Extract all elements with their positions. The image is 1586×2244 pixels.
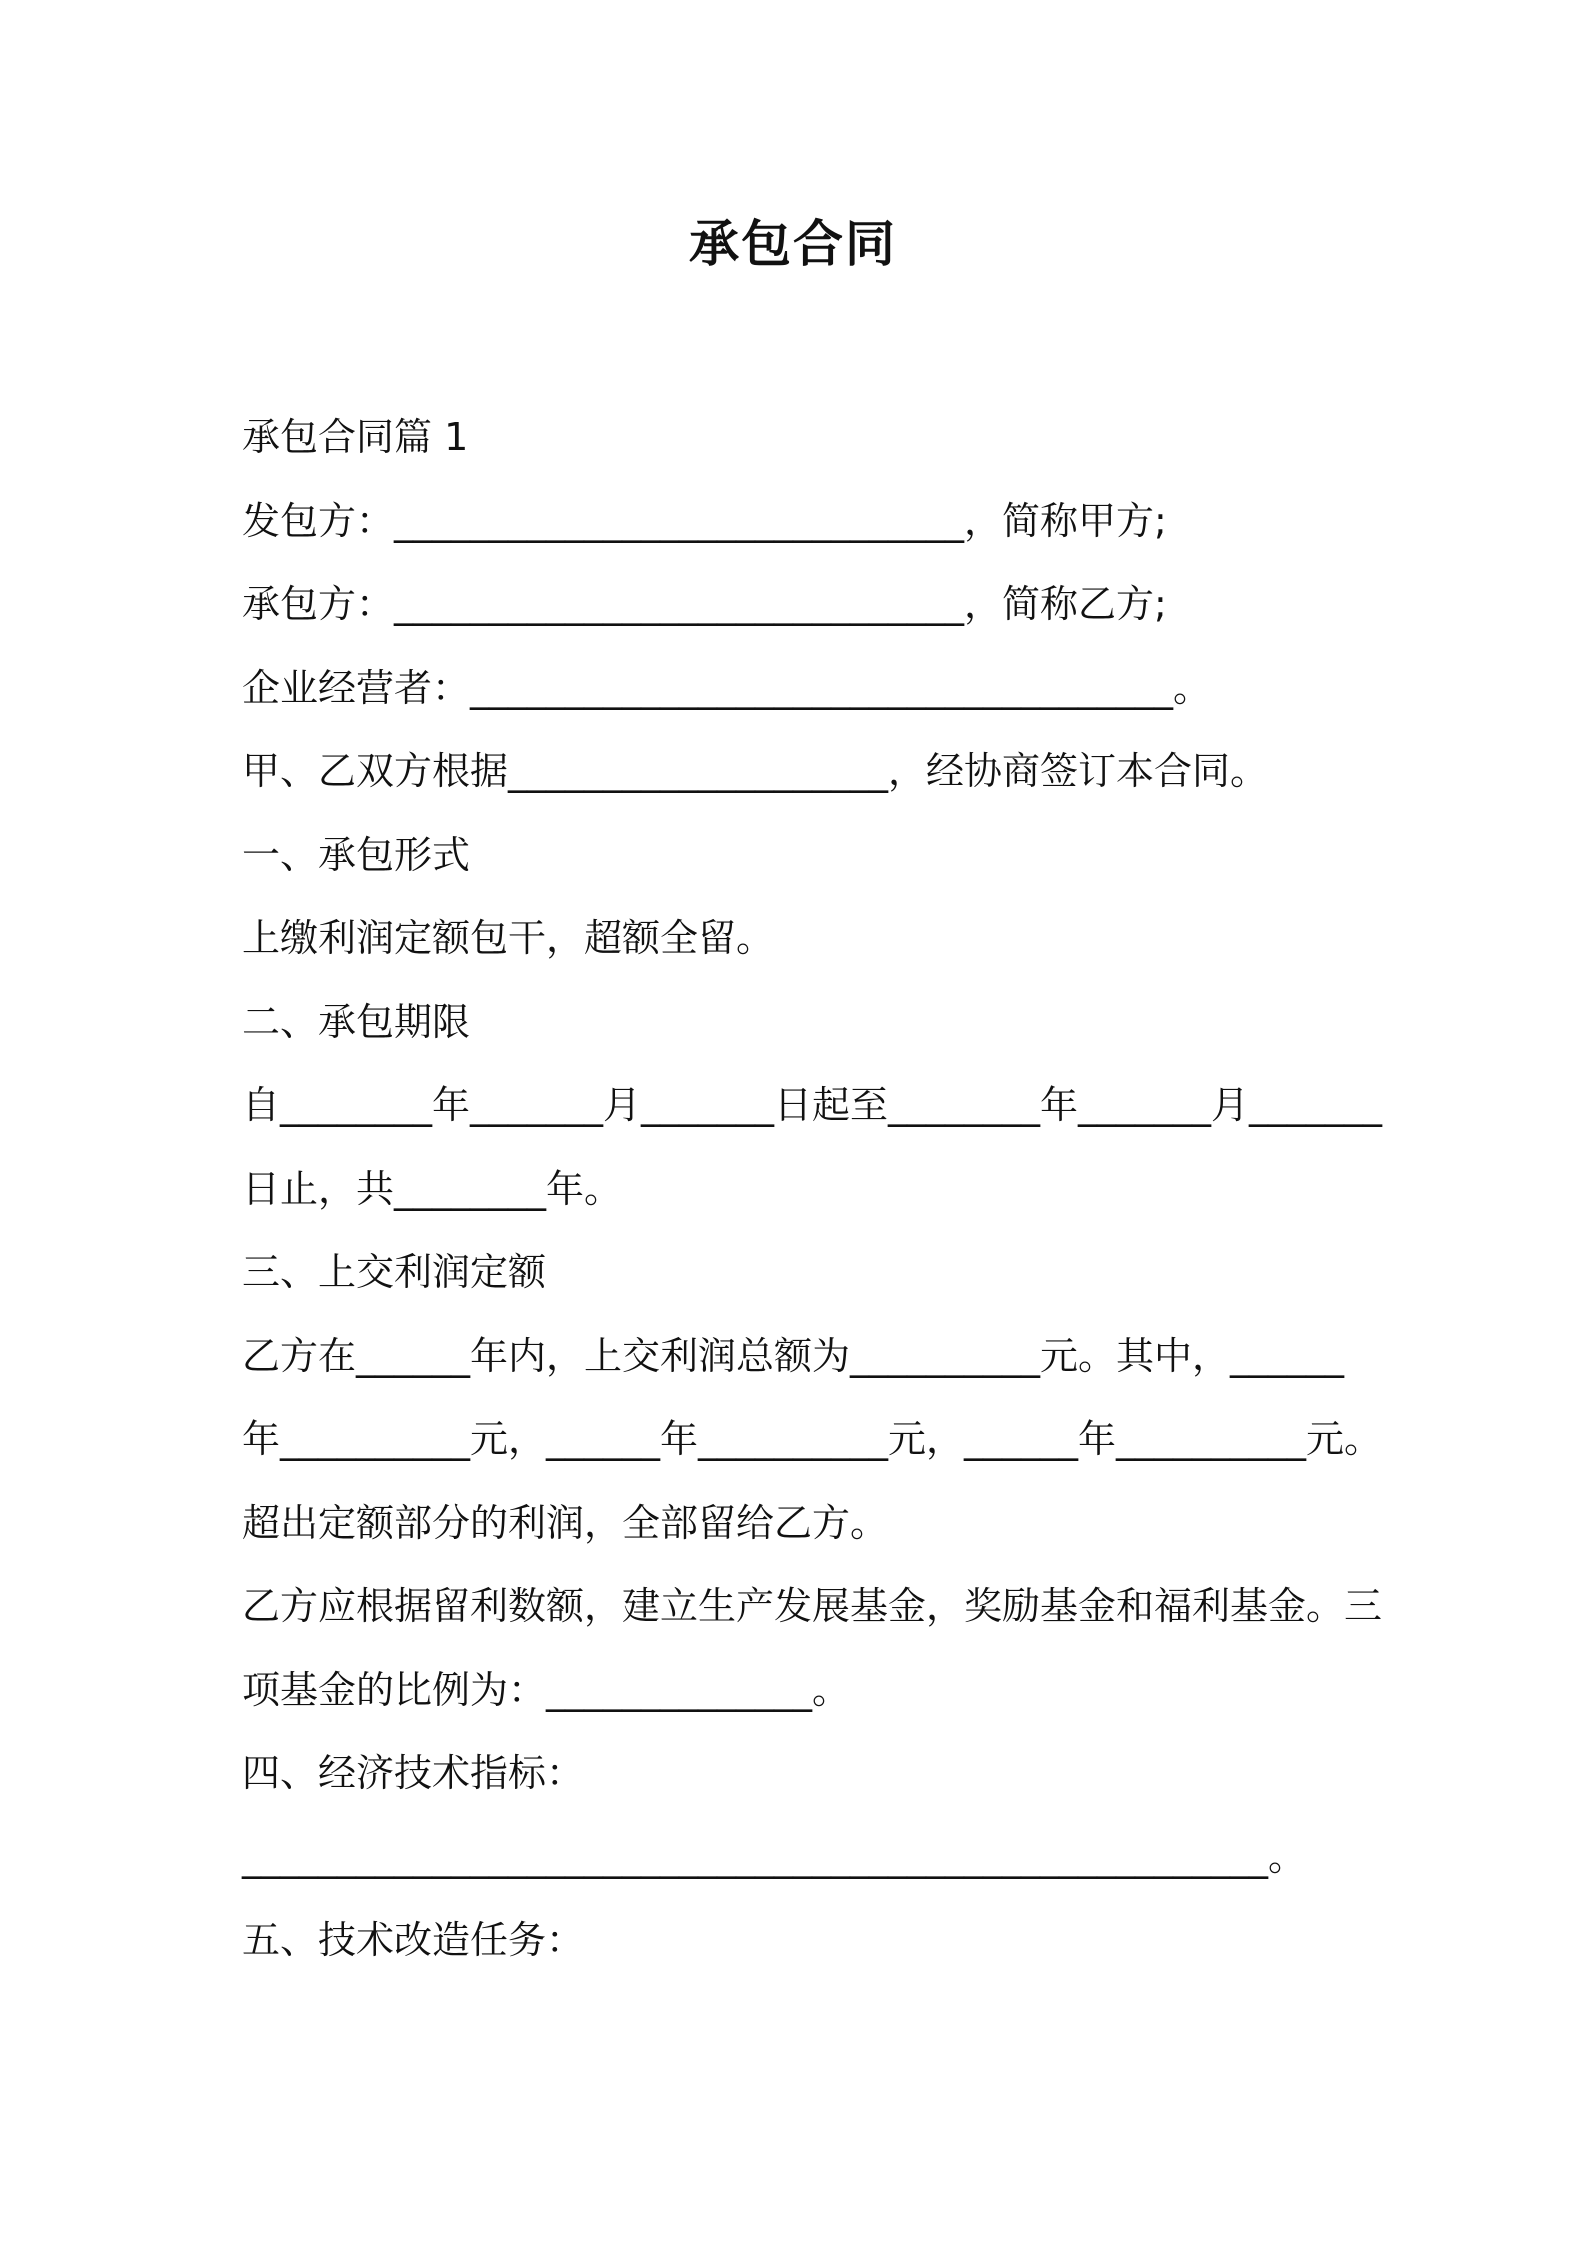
excess-profit-line: 超出定额部分的利润，全部留给乙方。 (242, 1500, 889, 1545)
form-text: 上缴利润定额包干，超额全留。 (242, 916, 775, 960)
document-title: 承包合同 (689, 215, 897, 273)
contractor-line: 承包方：______________________________，简称乙方; (242, 582, 1167, 626)
section-heading-form: 一、承包形式 (242, 832, 471, 877)
section-heading-profit-quota: 三、上交利润定额 (242, 1250, 547, 1294)
term-total-line: 日止，共________年。 (242, 1166, 623, 1211)
document-body (242, 405, 1383, 1992)
profit-breakdown-line: 年__________元，______年__________元，______年__________元。 (242, 1417, 1383, 1461)
employer-line: 发包方：______________________________，简称甲方; (242, 498, 1167, 543)
section-heading-term: 二、承包期限 (242, 999, 471, 1044)
section-heading-contract-1: 承包合同篇 1 (242, 415, 469, 459)
funds-ratio-line: 项基金的比例为：______________。 (242, 1667, 851, 1712)
indicators-blank-line: ______________________________________________________。 (242, 1834, 1307, 1879)
business-operator-line: 企业经营者：_____________________________________。 (242, 665, 1212, 710)
section-heading-indicators: 四、经济技术指标： (242, 1751, 585, 1795)
basis-line: 甲、乙双方根据____________________，经协商签订本合同。 (242, 749, 1269, 793)
term-dates-line: 自________年_______月_______日起至________年_______月_______ (242, 1083, 1383, 1127)
funds-line: 乙方应根据留利数额，建立生产发展基金，奖励基金和福利基金。三 (242, 1584, 1383, 1628)
section-heading-tech-upgrade: 五、技术改造任务： (242, 1918, 585, 1962)
profit-total-line: 乙方在______年内，上交利润总额为__________元。其中，______ (242, 1333, 1345, 1378)
